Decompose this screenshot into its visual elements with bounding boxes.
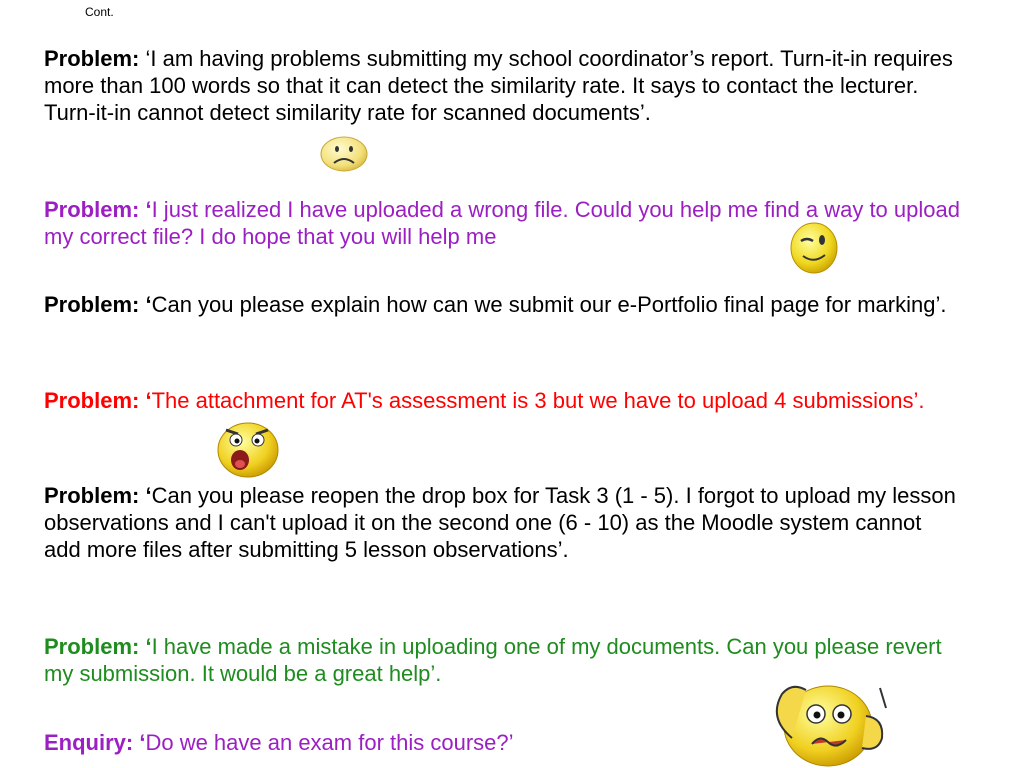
shocked-face-icon bbox=[216, 420, 280, 478]
item-label: Enquiry: ‘ bbox=[44, 730, 146, 755]
problem-4 bbox=[44, 387, 964, 414]
continued-label: Cont. bbox=[85, 5, 114, 19]
item-text: I have made a mistake in uploading one of my documents. Can you please revert my submission. It would be a great help’. bbox=[44, 634, 942, 686]
item-text: I just realized I have uploaded a wrong file. Could you help me find a way to upload my correct file? I do hope that you will help me bbox=[44, 197, 960, 249]
item-label: Problem: bbox=[44, 46, 140, 71]
item-label: Problem: ‘ bbox=[44, 388, 152, 413]
problem-3 bbox=[44, 291, 964, 318]
sad-face-icon bbox=[320, 136, 368, 172]
item-label: Problem: ‘ bbox=[44, 483, 152, 508]
problem-5 bbox=[44, 482, 964, 563]
confused-head-scratch-icon bbox=[762, 678, 892, 768]
winking-face-icon bbox=[790, 222, 838, 274]
item-label: Problem: ‘ bbox=[44, 292, 152, 317]
item-text: Can you please explain how can we submit our e-Portfolio final page for marking’. bbox=[151, 292, 947, 317]
item-label: Problem: ‘ bbox=[44, 197, 152, 222]
item-text: ‘I am having problems submitting my school coordinator’s report. Turn-it-in requires more than 100 words so that it can detect the similarity rate. It says to contact the lecturer. Turn-it-in cannot detect similarity rate for scanned documents’. bbox=[44, 46, 953, 125]
item-text: The attachment for AT's assessment is 3 but we have to upload 4 submissions’. bbox=[151, 388, 925, 413]
item-label: Problem: ‘ bbox=[44, 634, 152, 659]
item-text: Can you please reopen the drop box for Task 3 (1 - 5). I forgot to upload my lesson observations and I can't upload it on the second one (6 - 10) as the Moodle system cannot add more files after submitting 5 lesson observations’. bbox=[44, 483, 956, 562]
item-text: Do we have an exam for this course?’ bbox=[145, 730, 514, 755]
problem-1 bbox=[44, 45, 964, 126]
